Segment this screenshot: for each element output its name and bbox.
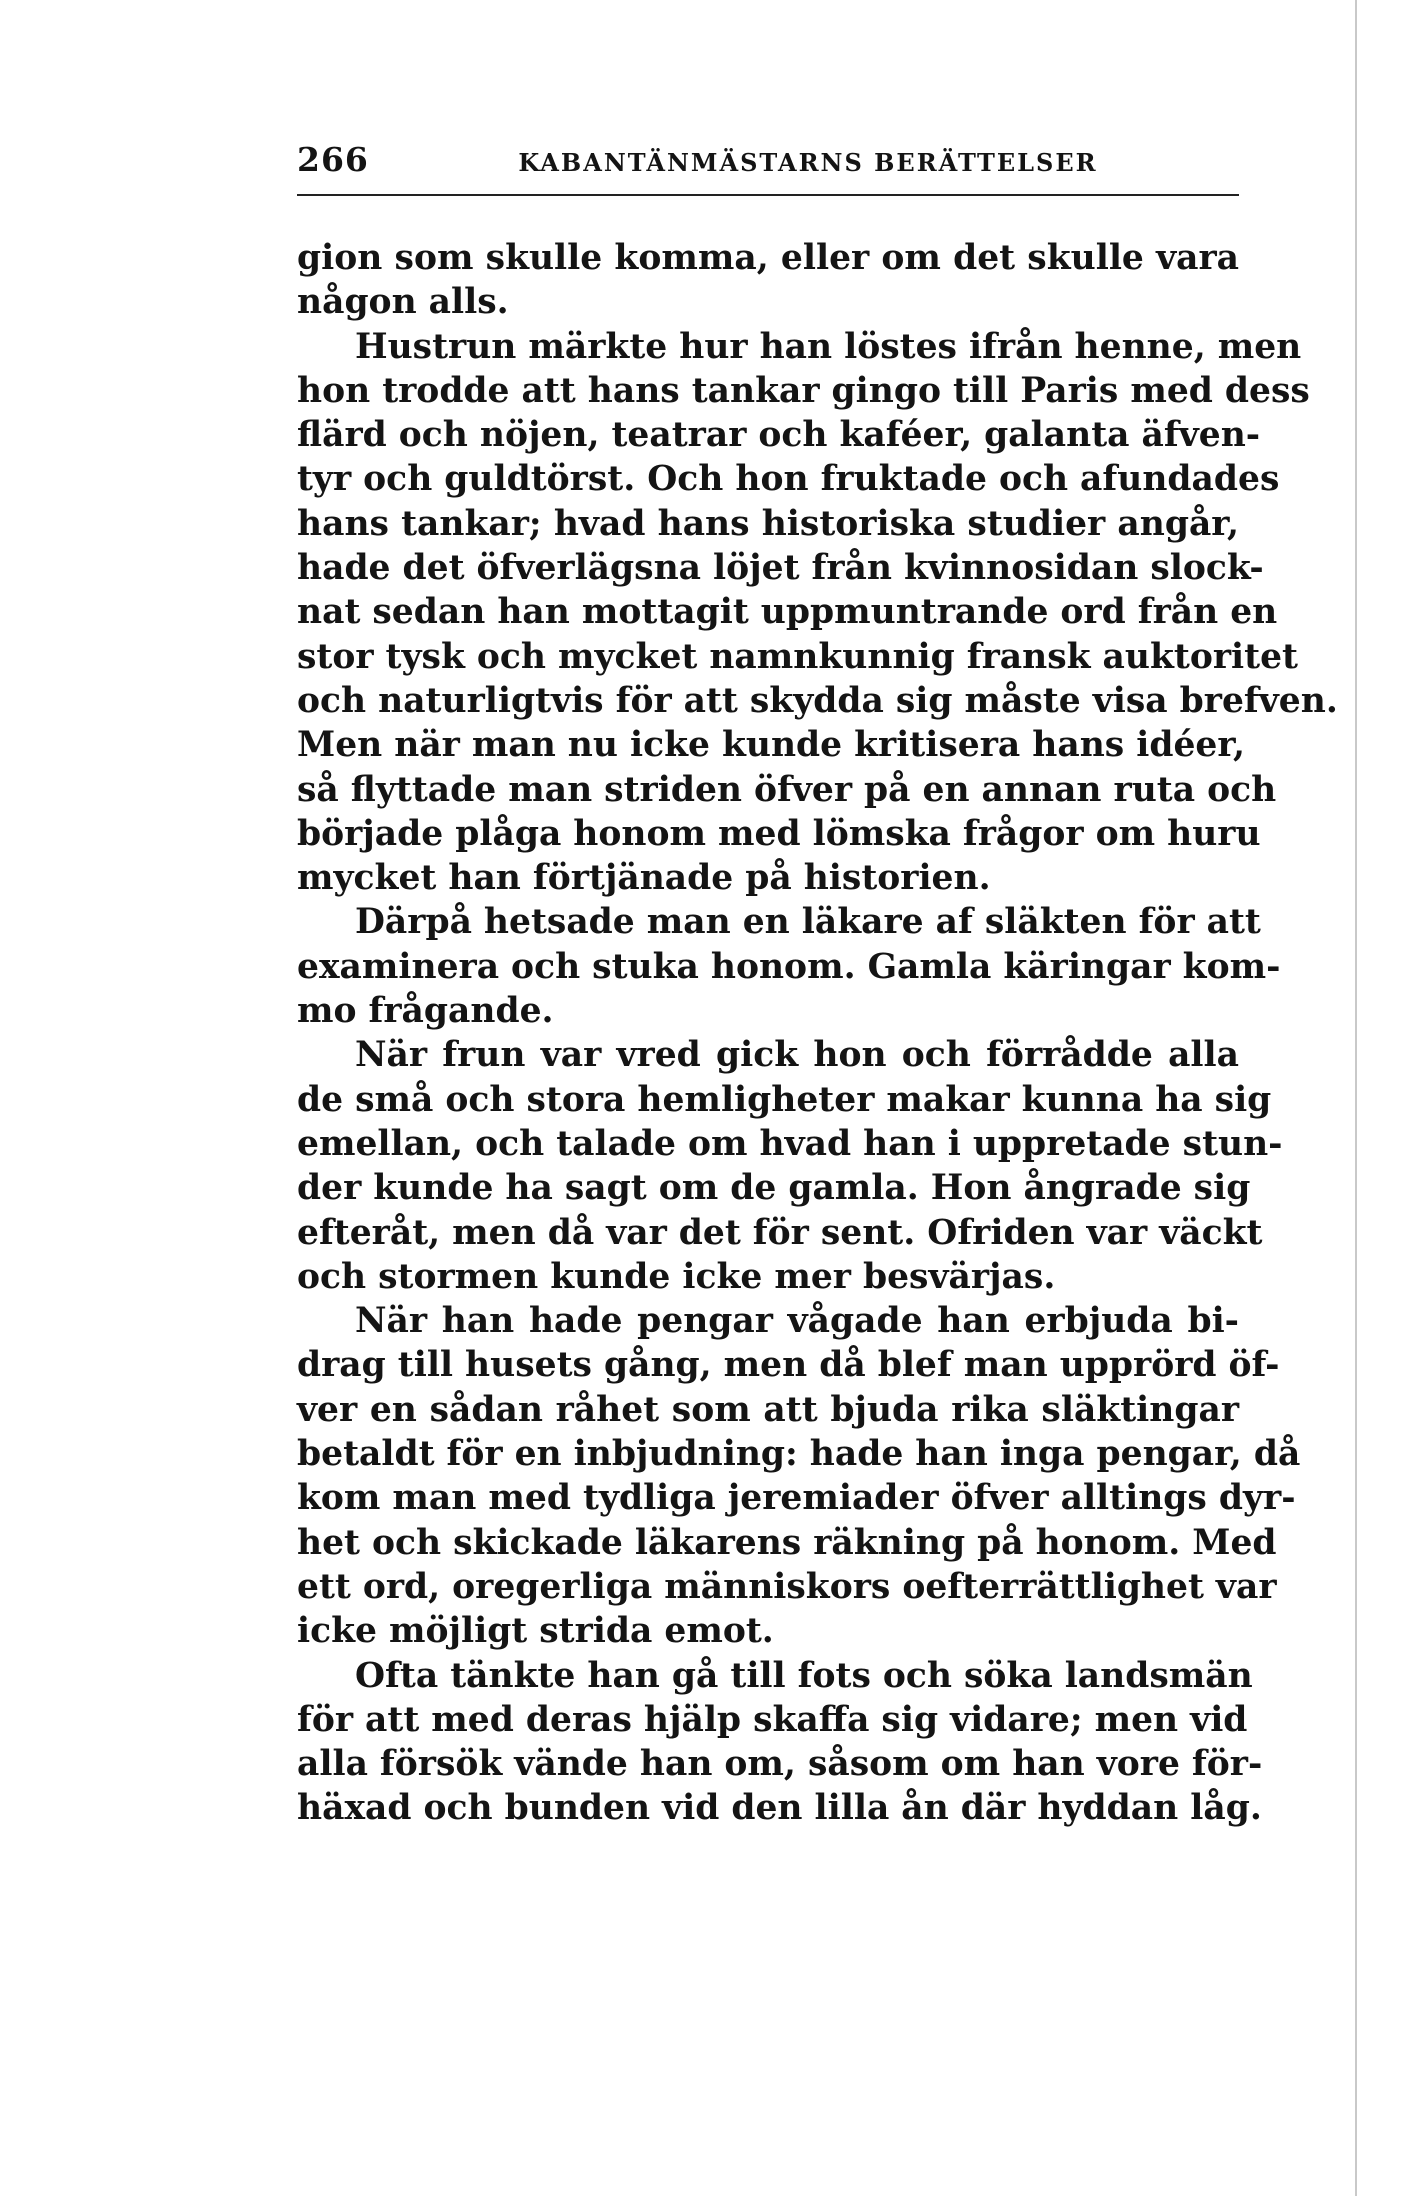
running-head	[297, 140, 1239, 196]
text-line: nat sedan han mottagit uppmuntrande ord från en	[297, 592, 1278, 633]
text-line: mo frågande.	[297, 991, 554, 1032]
text-line: kom man med tydliga jeremiader öfver alltings dyr-	[297, 1478, 1296, 1519]
text-line: ett ord, oregerliga människors oefterrättlighet var	[297, 1566, 1277, 1607]
text-line: drag till husets gång, men då blef man upprörd öf-	[297, 1345, 1280, 1386]
text-line: någon alls.	[297, 282, 509, 323]
text-line: Men när man nu icke kunde kritisera hans idéer,	[297, 725, 1246, 766]
text-line: När han hade pengar vågade han erbjuda bi-	[355, 1301, 1239, 1342]
text-line: de små och stora hemligheter makar kunna ha sig	[297, 1079, 1272, 1120]
text-line: hade det öfverlägsna löjet från kvinnosidan slock-	[297, 548, 1264, 589]
text-line: och naturligtvis för att skydda sig måste visa brefven.	[297, 680, 1338, 721]
text-line: Därpå hetsade man en läkare af släkten för att	[355, 902, 1261, 943]
text-line: hans tankar; hvad hans historiska studier angår,	[297, 503, 1239, 544]
text-line: Ofta tänkte han gå till fots och söka landsmän	[355, 1655, 1253, 1696]
book-page	[297, 140, 1338, 1831]
text-line: ver en sådan råhet som att bjuda rika släktingar	[297, 1389, 1239, 1430]
text-line: alla försök vände han om, såsom om han vore för-	[297, 1744, 1263, 1785]
text-line: hon trodde att hans tankar gingo till Paris med dess	[297, 370, 1310, 411]
text-line: der kunde ha sagt om de gamla. Hon ångrade sig	[297, 1168, 1251, 1209]
text-line: flärd och nöjen, teatrar och kaféer, galanta äfven-	[297, 415, 1261, 456]
text-line: examinera och stuka honom. Gamla käringar kom-	[297, 946, 1281, 987]
text-line: gion som skulle komma, eller om det skulle vara	[297, 238, 1239, 278]
text-line: så flyttade man striden öfver på en annan ruta och	[297, 769, 1277, 810]
body-text	[297, 236, 1338, 1831]
running-title: KABANTÄNMÄSTARNS BERÄTTELSER	[518, 148, 1098, 177]
text-line: emellan, och talade om hvad han i uppretade stun-	[297, 1123, 1283, 1164]
text-line: het och skickade läkarens räkning på honom. Med	[297, 1522, 1277, 1563]
page-number: 266	[297, 140, 369, 179]
text-line: icke möjligt strida emot.	[297, 1611, 774, 1652]
text-line: och stormen kunde icke mer besvärjas.	[297, 1256, 1056, 1297]
text-line: Hustrun märkte hur han löstes ifrån henne, men	[355, 326, 1302, 367]
text-line: stor tysk och mycket namnkunnig fransk auktoritet	[297, 636, 1298, 677]
text-line: för att med deras hjälp skaffa sig vidare; men vid	[297, 1699, 1248, 1740]
text-line: betaldt för en inbjudning: hade han inga pengar, då	[297, 1434, 1301, 1475]
page-edge-line	[1355, 0, 1357, 2196]
text-line: började plåga honom med lömska frågor om huru	[297, 813, 1261, 854]
text-line: När frun var vred gick hon och förrådde alla	[355, 1035, 1239, 1076]
text-line: mycket han förtjänade på historien.	[297, 858, 991, 899]
text-line: efteråt, men då var det för sent. Ofriden var väckt	[297, 1212, 1263, 1253]
text-line: tyr och guldtörst. Och hon fruktade och afundades	[297, 459, 1280, 500]
text-line: häxad och bunden vid den lilla ån där hyddan låg.	[297, 1788, 1262, 1829]
